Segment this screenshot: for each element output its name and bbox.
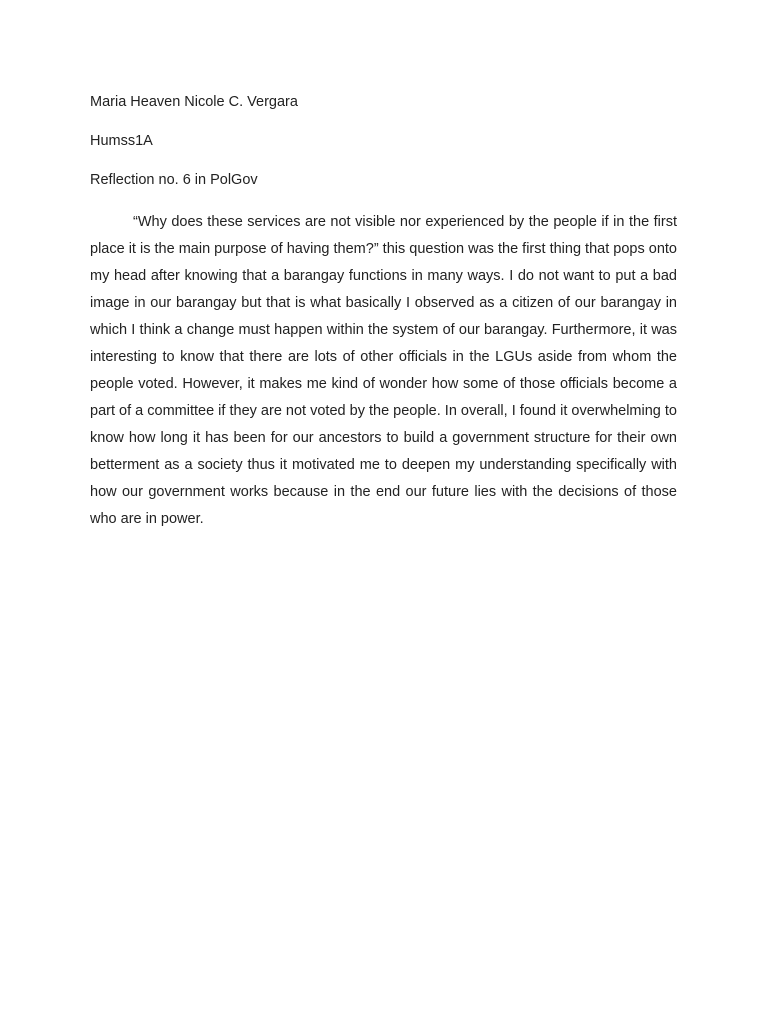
class-section: Humss1A — [90, 133, 153, 149]
author-name: Maria Heaven Nicole C. Vergara — [90, 94, 298, 110]
document-title: Reflection no. 6 in PolGov — [90, 172, 258, 188]
reflection-paragraph: “Why does these services are not visible nor experienced by the people if in the first place it is the main purpose of having them?” this question was the first thing that pops onto my head after knowing that a barangay functions in many ways. I do not want to put a bad image in our barangay but that is what basically I observed as a citizen of our barangay in which I think a change must happen within the system of our barangay. Furthermore, it was interesting to know that there are lots of other officials in the LGUs aside from whom the people voted. However, it makes me kind of wonder how some of those officials become a part of a committee if they are not voted by the people. In overall, I found it overwhelming to know how long it has been for our ancestors to build a government structure for their own betterment as a society thus it motivated me to deepen my understanding specifically with how our government works because in the end our future lies with the decisions of those who are in power. — [90, 214, 677, 527]
